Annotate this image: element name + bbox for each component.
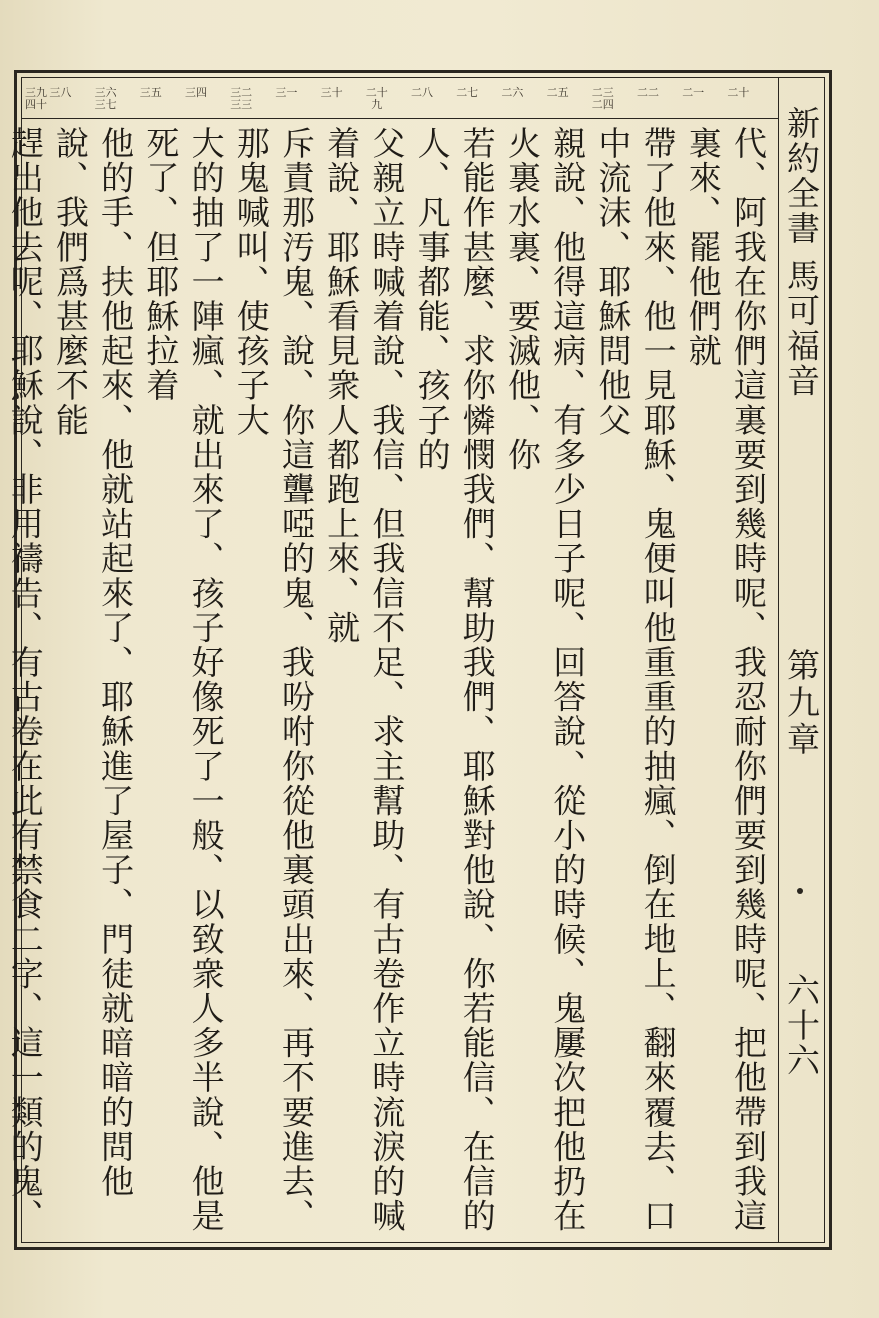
text-column: 親說、他得這病、有多少日子呢、回答說、從小的時候、鬼屢次把他扔在火裏水裏、要滅他、你: [502, 126, 588, 1234]
verse-number: 二八: [411, 86, 433, 99]
text-column: 父親立時喊着說、我信、但我信不足、求主幫助、有古卷作立時流淚的喊着說、耶穌看見衆人都跑上來、就: [322, 126, 407, 1234]
ornament-dot: [797, 888, 803, 894]
verse-number: 二二: [637, 86, 659, 99]
running-header: [778, 78, 824, 1242]
book-title: 新約全書 馬可福音: [782, 106, 821, 399]
text-column: 若能作甚麼、求你憐憫我們、幫助我們、耶穌對他說、你若能信、在信的人、凡事都能、孩子的: [412, 126, 497, 1234]
chapter-heading: 第九章: [782, 648, 821, 759]
verse-number: 二七: [456, 86, 479, 99]
verse-number: 三二 三三: [230, 86, 253, 111]
verse-number: 三六 三七: [94, 86, 117, 111]
text-column: 代、阿我在你們這裏要到幾時呢、我忍耐你們要到幾時呢、把他帶到我這裏來、罷他們就: [683, 126, 768, 1234]
verse-number: 三五: [139, 86, 162, 99]
text-column: 大的抽了一陣瘋、就出來了、孩子好像死了一般、以致衆人多半說、他是死了、但耶穌拉着: [141, 126, 226, 1234]
verse-number: 三八: [49, 86, 72, 99]
verse-number: 二一: [682, 86, 705, 99]
verse-number: 二十: [727, 86, 750, 99]
verse-number: 三十: [320, 86, 343, 99]
text-column: 趕出他去呢、耶穌說、非用禱告、有古卷在此有禁食二字、這一類的鬼、: [5, 126, 45, 1234]
text-block: [5, 77, 825, 1243]
page-frame: [5, 70, 832, 1250]
verse-number: 三九 四十: [25, 86, 47, 111]
verse-number: 二五: [546, 86, 569, 99]
verse-number-strip: [22, 78, 779, 119]
verse-number: 三一: [275, 86, 298, 99]
verse-number: 二六: [501, 86, 524, 99]
verse-number: 二十 九: [365, 86, 388, 111]
scripture-text: [5, 118, 779, 1242]
text-column: 斥責那汚鬼、說、你這聾啞的鬼、我吩咐你從他裏頭出來、再不要進去、那鬼喊叫、使孩子大: [231, 126, 316, 1234]
verse-number: 二三 二四: [591, 86, 614, 111]
page-number: 六十六: [782, 973, 821, 1078]
text-column: 他的手、扶他起來、他就站起來了、耶穌進了屋子、門徒就暗暗的問他說、我們爲甚麼不能: [50, 126, 136, 1199]
text-column: 帶了他來、他一見耶穌、鬼便叫他重重的抽瘋、倒在地上、翻來覆去、口中流沫、耶穌問他父: [593, 126, 678, 1234]
verse-number: 三四: [185, 86, 207, 99]
